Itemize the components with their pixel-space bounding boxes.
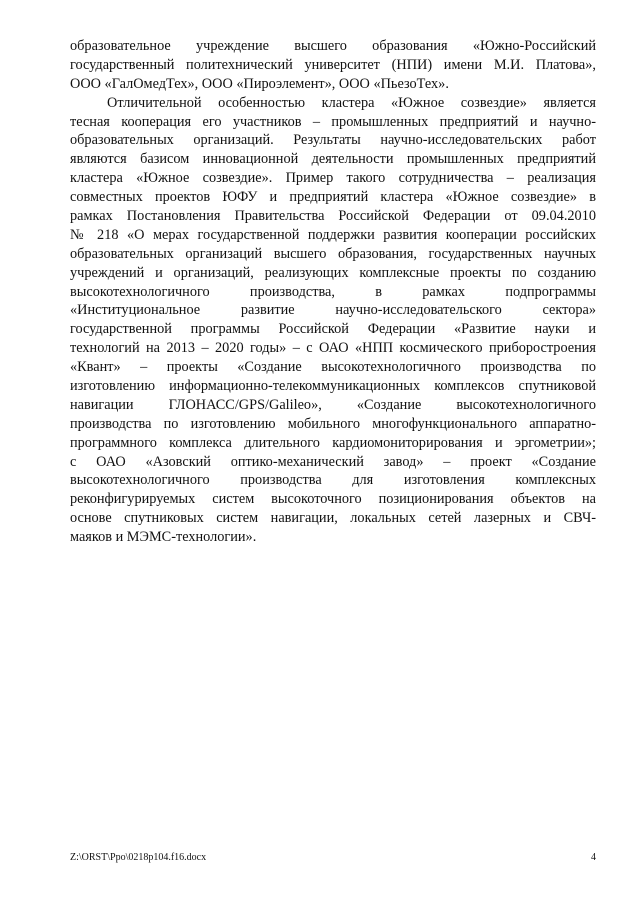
text-line: высокотехнологичного производства для изготовления комплексных	[70, 472, 596, 489]
text-line: тесная кооперация его участников – промышленных предприятий и научно-	[70, 113, 596, 130]
text-line: образовательных организаций. Результаты научно-исследовательских работ	[70, 132, 596, 149]
text-line: производства по изготовлению мобильного многофункционального аппаратно-	[70, 415, 596, 432]
text-line: учреждений и организаций, реализующих комплексные проекты по созданию	[70, 264, 596, 281]
text-line: программного комплекса длительного кардиомониторирования и эргометрии»;	[70, 434, 596, 451]
text-line: являются базисом инновационной деятельности промышленных предприятий	[70, 151, 596, 168]
text-line: государственной программы Российской Федерации «Развитие науки и	[70, 321, 596, 338]
text-line: «Институциональное развитие научно-исследовательского сектора»	[70, 302, 596, 319]
text-line: «Квант» – проекты «Создание высокотехнологичного производства по	[70, 359, 596, 376]
text-line: высокотехнологичного производства, в рамках подпрограммы	[70, 283, 596, 300]
footer-file-path: Z:\ORST\Ppo\0218p104.f16.docx	[70, 852, 207, 863]
text-line: № 218 «О мерах государственной поддержки развития кооперации российских	[70, 226, 596, 243]
text-line: технологий на 2013 – 2020 годы» – с ОАО «НПП космического приборостроения	[70, 340, 596, 357]
text-line: ООО «ГалОмедТех», ООО «Пироэлемент», ООО «ПьезоТех».	[70, 75, 449, 92]
text-line: образовательных организаций высшего образования, государственных научных	[70, 245, 596, 262]
text-line: государственный политехнический университет (НПИ) имени М.И. Платова»,	[70, 56, 596, 73]
text-line: с ОАО «Азовский оптико-механический завод» – проект «Создание	[70, 453, 596, 470]
body-text	[70, 37, 596, 547]
paragraph-first-line: Отличительной особенностью кластера «Южное созвездие» является	[107, 94, 596, 111]
text-line: изготовлению информационно-телекоммуникационных комплексов спутниковой	[70, 378, 596, 395]
text-line: рамках Постановления Правительства Российской Федерации от 09.04.2010	[70, 208, 596, 225]
text-line: совместных проектов ЮФУ и предприятий кластера «Южное созвездие» в	[70, 189, 596, 206]
text-line: кластера «Южное созвездие». Пример такого сотрудничества – реализация	[70, 170, 596, 187]
page-number: 4	[591, 852, 596, 863]
text-line: основе спутниковых систем навигации, локальных сетей лазерных и СВЧ-	[70, 510, 596, 527]
text-line: маяков и МЭМС-технологии».	[70, 529, 257, 546]
text-line: реконфигурируемых систем высокоточного позиционирования объектов на	[70, 491, 596, 508]
text-line: образовательное учреждение высшего образования «Южно-Российский	[70, 38, 596, 54]
text-line: навигации ГЛОНАСС/GPS/Galileo», «Создание высокотехнологичного	[70, 396, 596, 413]
